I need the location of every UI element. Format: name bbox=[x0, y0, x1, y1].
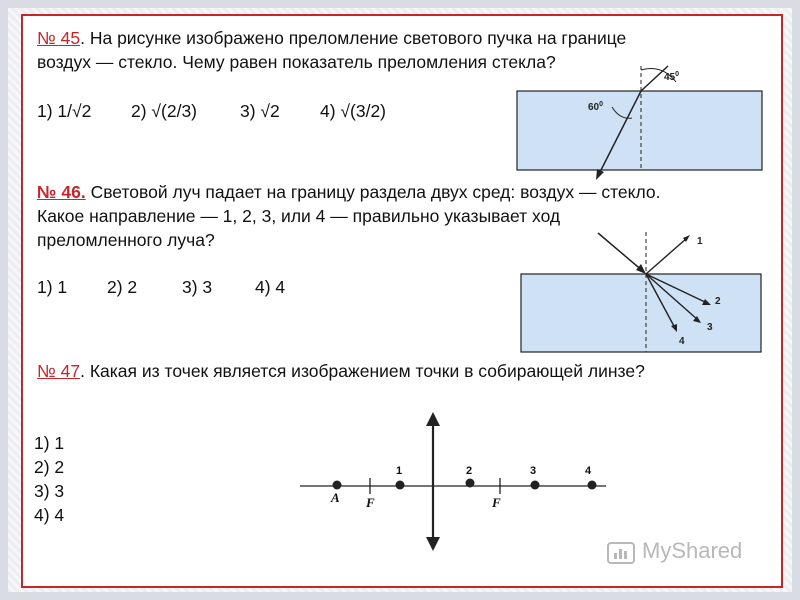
q47-option-3: 3) 3 bbox=[34, 481, 65, 501]
q45-option-3: 3) √2 bbox=[240, 101, 280, 121]
q46-ray-2-label: 2 bbox=[715, 296, 721, 307]
q47-point-4-label: 4 bbox=[585, 465, 592, 477]
q47-lens-arrow-top bbox=[426, 412, 440, 426]
q47-text1: . Какая из точек является изображением точки в собирающей линзе? bbox=[80, 361, 645, 381]
q47-option-4: 4) 4 bbox=[34, 505, 65, 525]
q45-angle-bottom-label: $60^0$ bbox=[588, 101, 604, 113]
q47-point-3-label: 3 bbox=[530, 465, 537, 477]
q45-angle-top-label: $45^0$ bbox=[664, 71, 680, 83]
q47-point-4 bbox=[588, 481, 597, 490]
q45-option-2: 2) √(2/3) bbox=[131, 101, 198, 121]
q47-object-point bbox=[333, 481, 342, 490]
q46-option-3: 3) 3 bbox=[182, 277, 213, 297]
q46-text1: Световой луч падает на границу раздела двух сред: воздух — стекло. bbox=[85, 182, 661, 202]
q47-focus-right-label: F bbox=[492, 495, 501, 510]
q47-point-1-label: 1 bbox=[396, 465, 403, 477]
watermark-text: MyShared bbox=[642, 538, 743, 563]
q47-number: № 47 bbox=[37, 361, 81, 381]
q45-text1: . На рисунке изображено преломление светового пучка на границе bbox=[80, 28, 627, 48]
q46-option-1: 1) 1 bbox=[37, 277, 68, 297]
q45-option-1: 1) 1/√2 bbox=[37, 101, 92, 121]
q45-text2: воздух — стекло. Чему равен показатель преломления стекла? bbox=[37, 52, 556, 72]
q46-text3: преломленного луча? bbox=[37, 230, 215, 250]
q47-object-label: A bbox=[331, 490, 340, 505]
q47-point-1 bbox=[396, 481, 405, 490]
q47-lens-arrow-bottom bbox=[426, 537, 440, 551]
q45-number: № 45 bbox=[37, 28, 81, 48]
q46-ray-4-label: 4 bbox=[679, 336, 685, 347]
q47-option-1: 1) 1 bbox=[34, 433, 65, 453]
q46-ray-3-label: 3 bbox=[707, 322, 713, 333]
watermark-logo-icon bbox=[606, 541, 638, 567]
q47-point-2-label: 2 bbox=[466, 465, 473, 477]
q47-point-3 bbox=[531, 481, 540, 490]
q45-option-4: 4) √(3/2) bbox=[320, 101, 387, 121]
q46-text2: Какое направление — 1, 2, 3, или 4 — правильно указывает ход bbox=[37, 206, 561, 226]
q46-ray-1-label: 1 bbox=[697, 236, 703, 247]
q46-option-4: 4) 4 bbox=[255, 277, 286, 297]
q46-option-2: 2) 2 bbox=[107, 277, 138, 297]
q47-focus-left-label: F bbox=[366, 495, 375, 510]
q47-point-2 bbox=[466, 479, 475, 488]
q46-number: № 46. bbox=[37, 182, 86, 202]
q47-option-2: 2) 2 bbox=[34, 457, 65, 477]
